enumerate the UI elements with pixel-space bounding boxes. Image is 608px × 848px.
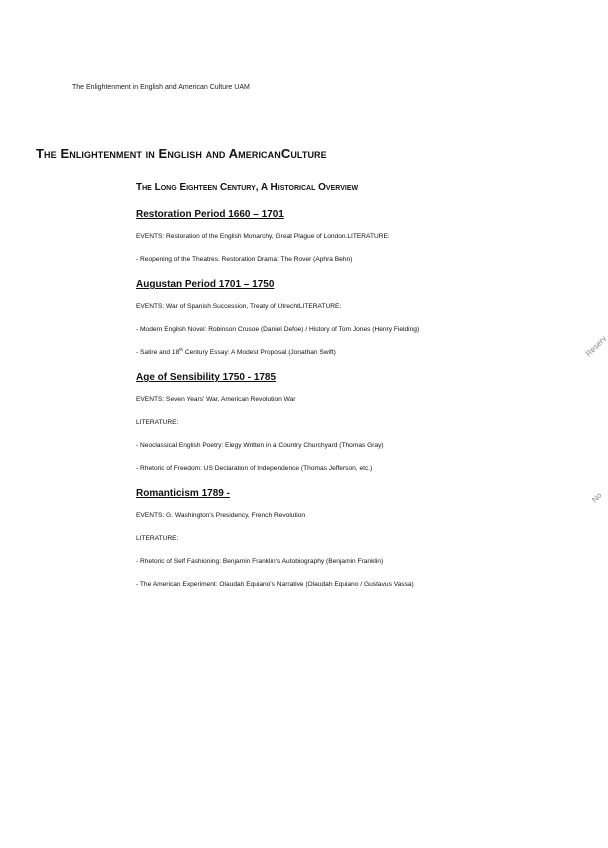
period-line: - Modern English Novel: Robinson Crusoe (Daniel Defoe) / History of Tom Jones (Henry Fielding) (136, 326, 420, 333)
ordinal-suffix: th (179, 346, 184, 352)
period-line: EVENTS: G. Washington's Presidency, French Revolution (136, 512, 306, 519)
period-line: EVENTS: War of Spanish Succession, Treaty of UtrechtLITERATURE: (136, 303, 342, 310)
periods-content (136, 208, 556, 599)
period-section (136, 208, 556, 264)
watermark-fragment: No (590, 490, 604, 505)
period-line: - Reopening of the Theatres. Restoration Drama: The Rover (Aphra Behn) (136, 256, 353, 263)
period-line: - Rhetoric of Freedom: US Declaration of Independence (Thomas Jefferson, etc.) (136, 465, 373, 472)
period-line: - Satire and 18th Century Essay: A Modest Proposal (Jonathan Swift) (136, 346, 336, 356)
period-heading: Augustan Period 1701 – 1750 (136, 279, 275, 290)
document-subtitle: The Long Eighteen Century, A Historical Overview (136, 182, 359, 193)
period-heading: Romanticism 1789 - (136, 488, 230, 499)
period-section (136, 371, 556, 473)
period-section (136, 278, 556, 357)
period-heading: Age of Sensibility 1750 - 1785 (136, 372, 277, 383)
period-line: - Neoclassical English Poetry: Elegy Written in a Country Churchyard (Thomas Gray) (136, 442, 384, 449)
period-line: EVENTS: Seven Years' War, American Revolution War (136, 396, 296, 403)
period-line: EVENTS: Restoration of the English Monarchy, Great Plague of London.LITERATURE: (136, 233, 390, 240)
period-section (136, 487, 556, 589)
document-title: The Enlightenment in English and AmericanCulture (36, 146, 327, 161)
period-line: LITERATURE: (136, 419, 179, 426)
running-header: The Enlightenment in English and American Culture UAM (72, 84, 250, 91)
period-line: - Rhetoric of Self Fashioning: Benjamin Franklin's Autobiography (Benjamin Franklin) (136, 558, 384, 565)
period-line: - The American Experiment: Olaudah Equiano's Narrative (Olaudah Equiano / Gustavus Vassa) (136, 581, 414, 588)
period-heading: Restoration Period 1660 – 1701 (136, 209, 284, 220)
period-line: LITERATURE: (136, 535, 179, 542)
watermark-fragment: Reserv (584, 334, 608, 359)
